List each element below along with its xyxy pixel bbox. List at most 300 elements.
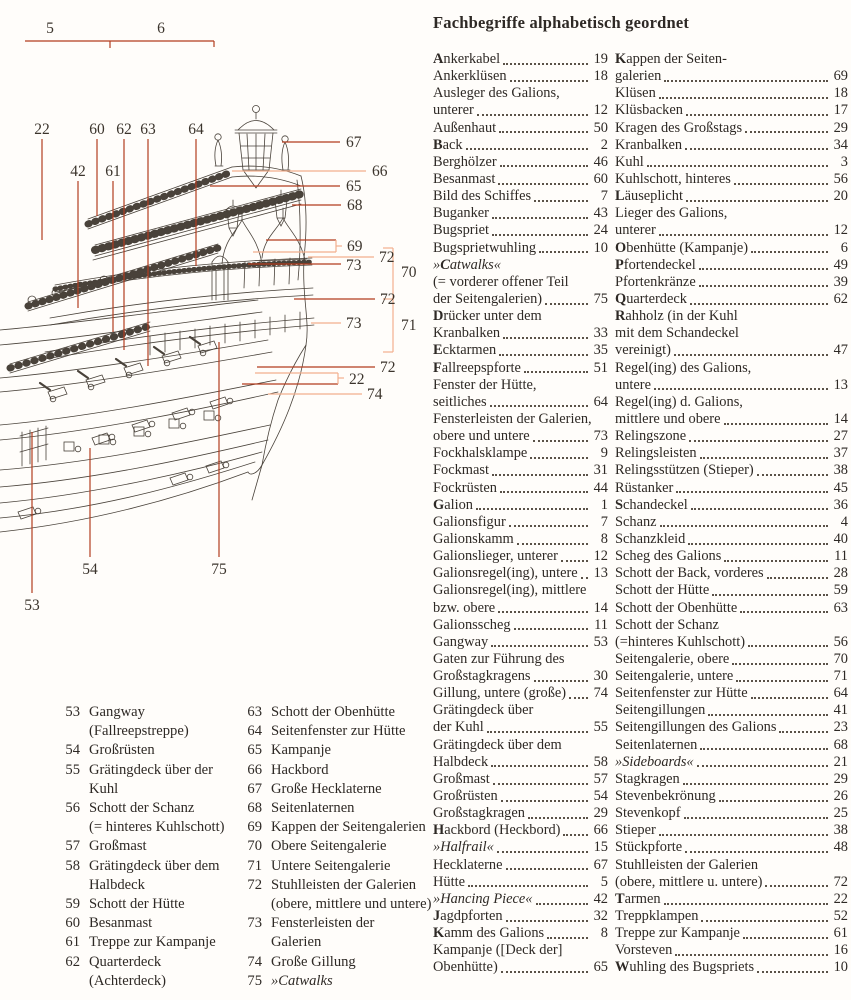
callout-number: 70	[401, 264, 417, 281]
dot-leader	[492, 217, 588, 219]
index-entry	[615, 822, 848, 839]
index-entry-number: 29	[833, 119, 848, 136]
index-entry	[433, 942, 608, 959]
dot-leader	[719, 800, 828, 802]
index-entry-number: 27	[833, 428, 848, 445]
page-title: Fachbegriffe alphabetisch geordnet	[433, 13, 690, 32]
index-entry	[615, 257, 848, 274]
dot-leader	[545, 303, 588, 305]
dot-leader	[561, 560, 588, 562]
index-entry-label: »Halfrail«	[433, 839, 494, 856]
callout-number: 60	[89, 121, 105, 138]
index-entry	[433, 137, 608, 154]
legend-item-label: Großmast	[89, 838, 147, 855]
index-entry-number: 13	[593, 565, 608, 582]
index-entry-number: 39	[833, 273, 848, 290]
legend-item-label: Gangway	[89, 704, 145, 720]
index-entry-number: 12	[593, 102, 608, 119]
legend-item-label: Große Gillung	[271, 953, 356, 970]
legend-item-number: 61	[65, 934, 80, 951]
index-entry-label: Grätingdeck über	[433, 702, 534, 719]
index-entry	[615, 754, 848, 771]
legend-item-label: Besanmast	[89, 915, 153, 932]
index-entry	[433, 514, 608, 531]
callout-number: 66	[372, 163, 388, 180]
index-entry	[615, 102, 848, 119]
callout-number: 72	[380, 359, 396, 376]
dot-leader	[506, 868, 588, 870]
index-entry-label: Stevenbekrönung	[615, 788, 716, 805]
index-entry	[433, 600, 608, 617]
dot-leader	[699, 285, 828, 287]
index-entry-number: 41	[833, 702, 848, 719]
index-entry-label: Schott der Back, vorderes	[615, 565, 764, 582]
callout-number: 61	[105, 163, 121, 180]
index-entry	[433, 497, 608, 514]
callout-lines	[25, 41, 393, 593]
index-entry-label: Ankerkabel	[433, 51, 501, 67]
index-entry-label: Seitenlaternen	[615, 736, 698, 753]
legend-item	[244, 741, 449, 760]
callout-number: 73	[346, 257, 362, 274]
index-entry-number: 15	[593, 839, 608, 856]
index-entry	[615, 805, 848, 822]
legend-item-number: 57	[65, 838, 80, 855]
index-entry-number: 16	[833, 942, 848, 959]
index-entry-number: 56	[833, 633, 848, 650]
index-entry-number: 55	[593, 719, 608, 736]
legend-item-number: 69	[247, 819, 262, 836]
dot-leader	[724, 560, 828, 562]
index-entry-label: Bugspriet	[433, 222, 489, 239]
index-entry-number: 2	[600, 136, 608, 153]
dot-leader	[503, 337, 588, 339]
index-entry	[433, 634, 608, 651]
index-entry-number: 53	[593, 633, 608, 650]
legend-item-number: 58	[65, 857, 80, 874]
index-entry-label: Seitengillungen des Galions	[615, 719, 777, 736]
legend-item-number: 65	[247, 742, 262, 759]
index-entry-label: Außenhaut	[433, 119, 497, 136]
dot-leader	[660, 525, 828, 527]
dot-leader	[499, 131, 588, 133]
dot-leader	[490, 405, 588, 407]
legend-item-label: Fensterleisten der	[271, 915, 375, 932]
index-entry-label: Relingsleisten	[615, 445, 697, 462]
index-entry	[615, 377, 848, 394]
index-entry	[433, 617, 608, 634]
legend-item-label: Seitenlaternen	[271, 800, 355, 817]
dot-leader	[500, 491, 588, 493]
legend-item	[244, 972, 449, 991]
index-entry	[433, 582, 608, 599]
index-entry	[615, 617, 848, 634]
dot-leader	[503, 63, 588, 65]
dot-leader	[534, 200, 588, 202]
index-entry-label: Obenhütte)	[433, 959, 498, 976]
index-entry-label: Stieper	[615, 822, 656, 839]
index-entry	[433, 788, 608, 805]
index-entry-number: 25	[833, 805, 848, 822]
dot-leader	[563, 834, 588, 836]
legend-item-label: Große Hecklaterne	[271, 780, 382, 797]
index-entry-label: (=hinteres Kuhlschott)	[615, 633, 746, 650]
dot-leader	[659, 234, 828, 236]
index-entry	[433, 377, 608, 394]
index-entry-number: 47	[833, 342, 848, 359]
dot-leader	[745, 131, 828, 133]
callout-number: 62	[116, 121, 132, 138]
dot-leader	[581, 577, 588, 579]
callout-number: 64	[188, 121, 204, 138]
index-entry	[615, 240, 848, 257]
legend-item-number: 75	[247, 972, 262, 989]
index-entry	[615, 85, 848, 102]
index-entry-label: Stagkragen	[615, 770, 680, 787]
index-entry-number: 14	[593, 599, 608, 616]
legend-item	[244, 799, 449, 818]
legend-item-label: Treppe zur Kampanje	[89, 934, 216, 951]
callout-number: 63	[140, 121, 156, 138]
index-entry	[433, 257, 608, 274]
index-entry-label: Kuhl	[615, 153, 644, 170]
callout-number: 5	[46, 20, 54, 37]
index-entry-number: 10	[833, 959, 848, 976]
index-entry-label: Buganker	[433, 205, 489, 222]
dot-leader	[528, 817, 588, 819]
callout-number: 22	[34, 121, 50, 138]
legend-item	[62, 799, 252, 837]
index-entry-number: 69	[833, 68, 848, 85]
index-entry-label: unterer	[433, 102, 474, 119]
index-entry-label: Regel(ing) d. Galions,	[615, 393, 743, 410]
index-entry-label: Großstagkragen	[433, 805, 525, 822]
legend-item-label: Kuhl	[89, 780, 119, 797]
index-entry-label: Fenster der Hütte,	[433, 376, 537, 393]
index-entry-number: 31	[593, 462, 608, 479]
index-entry-number: 6	[840, 239, 848, 256]
index-entry	[615, 839, 848, 856]
index-entry-label: Kragen des Großstags	[615, 119, 743, 136]
index-entry-label: Grätingdeck über dem	[433, 736, 562, 753]
legend-item-number: 68	[247, 800, 262, 817]
index-entry	[615, 291, 848, 308]
index-entry-label: Scheg des Galions	[615, 548, 722, 565]
callout-number: 75	[211, 561, 227, 578]
index-entry	[433, 205, 608, 222]
index-entry-number: 33	[593, 325, 608, 342]
index-entry-label: Fockmast	[433, 462, 489, 479]
index-entry	[433, 85, 608, 102]
index-entry-label: galerien	[615, 68, 662, 85]
callout-number: 69	[347, 238, 363, 255]
index-entry	[615, 274, 848, 291]
legend-item	[244, 837, 449, 856]
index-entry-label: Großstagkragens	[433, 668, 531, 685]
dot-leader	[466, 148, 588, 150]
index-entry-number: 57	[593, 770, 608, 787]
dot-leader	[491, 645, 588, 647]
legend-item	[244, 761, 449, 780]
index-entry	[433, 445, 608, 462]
index-entry-label: Relingsstützen (Stieper)	[615, 462, 754, 479]
legend-item-number: 56	[65, 800, 80, 817]
dot-leader	[734, 183, 828, 185]
index-entry-number: 19	[593, 51, 608, 67]
index-entry-number: 29	[833, 770, 848, 787]
legend-item-number: 72	[247, 876, 262, 893]
index-entry-label: Schanz	[615, 513, 657, 530]
index-entry	[433, 120, 608, 137]
legend-item-label: Stuhlleisten der Galerien	[271, 876, 417, 893]
dot-leader	[524, 371, 588, 373]
index-entry-label: Läuseplicht	[615, 188, 683, 205]
index-entry-label: unterer	[615, 222, 656, 239]
dot-leader	[468, 885, 588, 887]
legend-item-label: Großrüsten	[89, 742, 155, 759]
dot-leader	[674, 354, 828, 356]
index-entry-number: 59	[833, 582, 848, 599]
legend-item-number: 63	[247, 704, 262, 720]
dot-leader	[751, 697, 828, 699]
dot-leader	[690, 303, 828, 305]
index-entry-number: 43	[593, 205, 608, 222]
index-entry	[615, 205, 848, 222]
index-entry-label: Galionskamm	[433, 530, 514, 547]
index-entry-number: 18	[833, 85, 848, 102]
index-entry	[615, 222, 848, 239]
legend-item-label: (obere, mittlere und untere)	[271, 896, 432, 913]
index-entry	[433, 719, 608, 736]
index-entry-label: Jagdpforten	[433, 908, 503, 925]
dot-leader	[736, 680, 828, 682]
index-entry	[615, 771, 848, 788]
index-entry-number: 30	[593, 668, 608, 685]
dot-leader	[492, 474, 588, 476]
legend-item	[244, 857, 449, 876]
index-entry-label: Hütte	[433, 873, 465, 890]
legend-item-label: Untere Seitengalerie	[271, 857, 391, 874]
index-entry-label: Wuhling des Bugspriets	[615, 959, 755, 976]
index-entry-label: Treppe zur Kampanje	[615, 925, 740, 942]
legend-item-label: Schott der Hütte	[89, 896, 185, 913]
index-entry-number: 1	[600, 496, 608, 513]
dot-leader	[757, 474, 828, 476]
dot-leader	[487, 731, 588, 733]
dot-leader	[691, 508, 828, 510]
index-entry-label: Treppklampen	[615, 908, 699, 925]
index-entry-number: 21	[833, 753, 848, 770]
legend-item-label: Schott der Schanz	[89, 800, 195, 817]
index-entry-label: Halbdeck	[433, 753, 489, 770]
index-entry	[615, 788, 848, 805]
index-entry-label: Stuhlleisten der Galerien	[615, 856, 759, 873]
index-entry	[433, 771, 608, 788]
index-entry-label: Hackbord (Heckbord)	[433, 822, 561, 839]
index-entry-label: Kranbalken	[615, 136, 683, 153]
ship-drawing	[0, 106, 314, 533]
index-entry-number: 38	[833, 822, 848, 839]
dot-leader	[493, 783, 588, 785]
legend-item-number: 67	[247, 780, 262, 797]
index-column-right	[615, 51, 848, 977]
dot-leader	[659, 97, 828, 99]
callout-number: 42	[70, 163, 86, 180]
legend-column-2	[244, 703, 449, 991]
index-entry	[615, 719, 848, 736]
callout-number: 22	[349, 371, 365, 388]
index-entry-number: 63	[833, 599, 848, 616]
index-entry-number: 54	[593, 788, 608, 805]
index-entry-number: 68	[833, 736, 848, 753]
index-entry-number: 9	[600, 445, 608, 462]
index-entry-label: Seitengalerie, untere	[615, 668, 734, 685]
dot-leader	[699, 268, 828, 270]
index-entry-number: 67	[593, 856, 608, 873]
index-entry-label: Schott der Hütte	[615, 582, 710, 599]
dot-leader	[536, 903, 589, 905]
dot-leader	[684, 817, 828, 819]
index-entry-number: 60	[593, 170, 608, 187]
index-entry	[615, 342, 848, 359]
index-entry	[433, 462, 608, 479]
dot-leader	[689, 440, 828, 442]
index-entry	[433, 959, 608, 976]
index-entry	[615, 154, 848, 171]
dot-leader	[501, 971, 588, 973]
index-entry-label: Fockrüsten	[433, 479, 497, 496]
index-entry	[433, 274, 608, 291]
index-entry	[615, 959, 848, 976]
index-entry-label: Regel(ing) des Galions,	[615, 359, 752, 376]
legend-item-label: Grätingdeck über der	[89, 761, 213, 778]
index-entry-number: 44	[593, 479, 608, 496]
dot-leader	[510, 80, 588, 82]
dot-leader	[708, 714, 828, 716]
index-entry-label: Galionsregel(ing), untere	[433, 565, 578, 582]
legend-item-label: Halbdeck	[89, 876, 145, 893]
index-entry-label: (= vorderer offener Teil	[433, 273, 569, 290]
index-entry-label: Pfortendeckel	[615, 256, 696, 273]
index-entry-label: seitliches	[433, 393, 487, 410]
dot-leader	[732, 663, 828, 665]
dot-leader	[740, 611, 828, 613]
legend-item	[244, 953, 449, 972]
legend-item-number: 59	[65, 896, 80, 913]
index-entry-label: der Kuhl	[433, 719, 484, 736]
index-entry-label: Hecklaterne	[433, 856, 503, 873]
index-entry-label: obere und untere	[433, 428, 530, 445]
index-entry-number: 28	[833, 565, 848, 582]
index-entry-label: Kranbalken	[433, 325, 501, 342]
dot-leader	[685, 148, 828, 150]
legend-item	[62, 703, 252, 741]
index-entry	[433, 685, 608, 702]
index-entry-label: Großmast	[433, 770, 490, 787]
index-entry	[433, 754, 608, 771]
callout-number: 74	[367, 386, 383, 403]
dot-leader	[492, 234, 588, 236]
index-entry	[615, 702, 848, 719]
index-entry-number: 65	[593, 959, 608, 976]
legend-item-label: Seitenfenster zur Hütte	[271, 723, 406, 740]
index-entry-label: Fallreepspforte	[433, 359, 521, 376]
dot-leader	[688, 543, 828, 545]
dot-leader	[498, 611, 588, 613]
index-entry-label: Quarterdeck	[615, 290, 687, 307]
index-entry-label: Galionsscheg	[433, 616, 511, 633]
index-entry	[433, 874, 608, 891]
legend-item-label: Galerien	[271, 934, 322, 951]
index-entry	[433, 102, 608, 119]
dot-leader	[724, 423, 829, 425]
index-entry-label: »Catwalks«	[433, 256, 501, 273]
index-entry-number: 38	[833, 462, 848, 479]
index-entry-label: Fensterleisten der Galerien,	[433, 410, 592, 427]
index-entry-label: der Seitengalerien)	[433, 290, 543, 307]
dot-leader	[497, 851, 588, 853]
callout-number: 53	[24, 597, 40, 614]
index-entry-label: Rüstanker	[615, 479, 674, 496]
dot-leader	[765, 885, 828, 887]
index-entry	[615, 411, 848, 428]
index-entry	[433, 291, 608, 308]
index-entry	[433, 702, 608, 719]
dot-leader	[569, 697, 588, 699]
index-entry-number: 64	[833, 685, 848, 702]
index-entry	[433, 651, 608, 668]
legend-item	[62, 914, 252, 933]
index-entry	[433, 737, 608, 754]
dot-leader	[757, 971, 828, 973]
index-entry	[615, 634, 848, 651]
index-entry-label: »Hancing Piece«	[433, 890, 533, 907]
index-entry-number: 13	[833, 376, 848, 393]
index-entry-label: Relingszone	[615, 428, 687, 445]
dot-leader	[491, 765, 588, 767]
index-entry-label: Schanzkleid	[615, 530, 686, 547]
index-entry	[433, 857, 608, 874]
callout-labels	[24, 20, 417, 614]
dot-leader	[700, 748, 828, 750]
callout-number: 72	[380, 291, 396, 308]
index-entry-number: 18	[593, 68, 608, 85]
index-entry	[615, 360, 848, 377]
dot-leader	[779, 731, 828, 733]
index-entry-number: 70	[833, 650, 848, 667]
index-entry	[615, 925, 848, 942]
legend-item-number: 60	[65, 915, 80, 932]
index-entry-number: 49	[833, 256, 848, 273]
index-entry-label: »Sideboards«	[615, 753, 694, 770]
index-entry	[615, 51, 848, 68]
index-entry-label: Schandeckel	[615, 496, 688, 513]
index-entry-number: 14	[833, 410, 848, 427]
index-entry	[433, 394, 608, 411]
index-entry-label: Schott der Schanz	[615, 616, 719, 633]
dot-leader	[530, 457, 588, 459]
index-entry-label: Obenhütte (Kampanje)	[615, 239, 749, 256]
index-entry-label: Fockhalsklampe	[433, 445, 528, 462]
index-entry	[433, 891, 608, 908]
dot-leader	[476, 508, 588, 510]
index-entry	[433, 908, 608, 925]
dot-leader	[514, 628, 588, 630]
index-entry-number: 73	[593, 428, 608, 445]
dot-leader	[701, 920, 828, 922]
index-entry-number: 11	[594, 616, 608, 633]
index-entry-number: 24	[593, 222, 608, 239]
